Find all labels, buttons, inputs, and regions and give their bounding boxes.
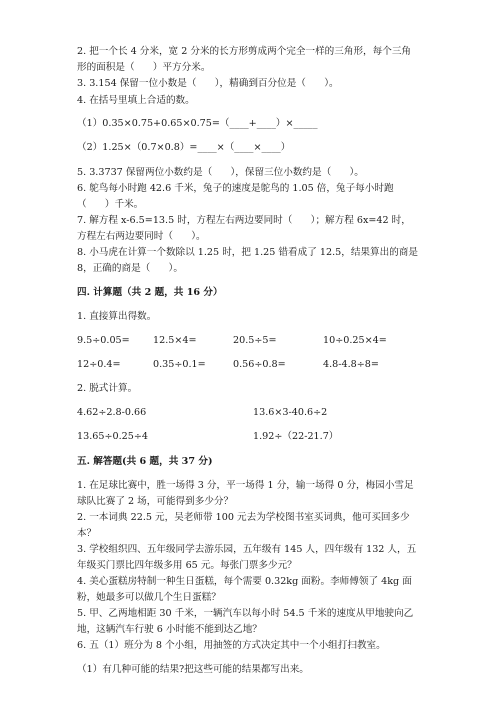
- stepwise-item: 13.65÷0.25÷4: [77, 431, 149, 442]
- q8-line2: 8，正确的商是（ ）。: [77, 263, 183, 274]
- calc-item: 9.5÷0.05=: [77, 335, 130, 346]
- q8-line1: 8. 小马虎在计算一个数除以 1.25 时，把 1.25 错看成了 12.5，结果算出的商是: [77, 247, 418, 258]
- q6-line1: 6. 鸵鸟每小时跑 42.6 千米，兔子的速度是鸵鸟的 1.05 倍，兔子每小时跑: [77, 183, 394, 194]
- q3: 3. 3.154 保留一位小数是（ ），精确到百分位是（ ）。: [77, 78, 339, 89]
- section-5-title: 五. 解答题(共 6 题，共 37 分): [77, 456, 213, 467]
- q7-line2: 方程左右两边要同时（ ）。: [77, 231, 206, 242]
- q2-line1: 2. 把一个长 4 分米，宽 2 分米的长方形剪成两个完全一样的三角形，每个三角: [77, 46, 412, 57]
- q2-line2: 形的面积是（ ）平方分米。: [77, 62, 211, 73]
- calc-item: 10÷0.25×4=: [323, 335, 387, 346]
- calc-item: 4.8-4.8÷8=: [323, 359, 379, 370]
- q7-line1: 7. 解方程 x-6.5=13.5 时，方程左右两边要同时（ ）；解方程 6x=42 时，: [77, 215, 411, 226]
- word-q2-line1: 2. 一本词典 22.5 元，吴老师带 100 元去为学校图书室买词典，他可买回多少: [77, 512, 410, 523]
- word-q2-line2: 本？: [77, 528, 97, 539]
- stepwise-item: 13.6×3-40.6÷2: [253, 407, 328, 418]
- calc-q2: 2. 脱式计算。: [77, 383, 138, 394]
- calc-item: 12÷0.4=: [77, 359, 121, 370]
- word-q3-line1: 3. 学校组织四、五年级同学去游乐园，五年级有 145 人，四年级有 132 人，五: [77, 544, 417, 555]
- stepwise-item: 4.62÷2.8-0.66: [77, 407, 147, 418]
- calc-item: 12.5×4=: [153, 335, 197, 346]
- calc-item: 20.5÷5=: [233, 335, 277, 346]
- calc-q1: 1. 直接算出得数。: [77, 311, 157, 322]
- word-q3-line2: 年级买门票比四年级多用 65 元。每张门票多少元？: [77, 560, 297, 571]
- q4: 4. 在括号里填上合适的数。: [77, 95, 195, 106]
- word-q6-sub1: （1）有几种可能的结果?把这些可能的结果都写出来。: [77, 664, 309, 675]
- q4-sub1: （1）0.35×0.75+0.65×0.75=（____+____）×_____: [77, 118, 318, 129]
- stepwise-item: 1.92÷（22-21.7）: [253, 431, 339, 442]
- word-q5-line1: 5. 甲、乙两地相距 30 千米，一辆汽车以每小时 54.5 千米的速度从甲地驶向乙: [77, 608, 414, 619]
- calc-item: 0.35÷0.1=: [153, 359, 206, 370]
- q4-sub2: （2）1.25×（0.7×0.8）=____×（____×____）: [77, 142, 291, 153]
- word-q4-line1: 4. 美心蛋糕房特制一种生日蛋糕，每个需要 0.32kg 面粉。李师傅领了 4kg 面: [77, 576, 412, 587]
- q6-line2: （ ）千米。: [77, 199, 144, 210]
- calc-item: 0.56÷0.8=: [233, 359, 286, 370]
- section-4-title: 四. 计算题（共 2 题，共 16 分）: [77, 287, 223, 298]
- word-q5-line2: 地，这辆汽车行驶 6 小时能不能到达乙地？: [77, 624, 262, 635]
- word-q1-line1: 1. 在足球比赛中，胜一场得 3 分，平一场得 1 分，输一场得 0 分，梅园小雪足: [77, 480, 414, 491]
- word-q4-line2: 粉，她最多可以做几个生日蛋糕？: [77, 592, 221, 603]
- word-q6: 6. 五（1）班分为 8 个小组，用抽签的方式决定其中一个小组打扫教室。: [77, 640, 386, 651]
- word-q1-line2: 球队比赛了 2 场，可能得到多少分？: [77, 496, 234, 507]
- q5: 5. 3.3737 保留两位小数约是（ ），保留三位小数约是（ ）。: [77, 167, 364, 178]
